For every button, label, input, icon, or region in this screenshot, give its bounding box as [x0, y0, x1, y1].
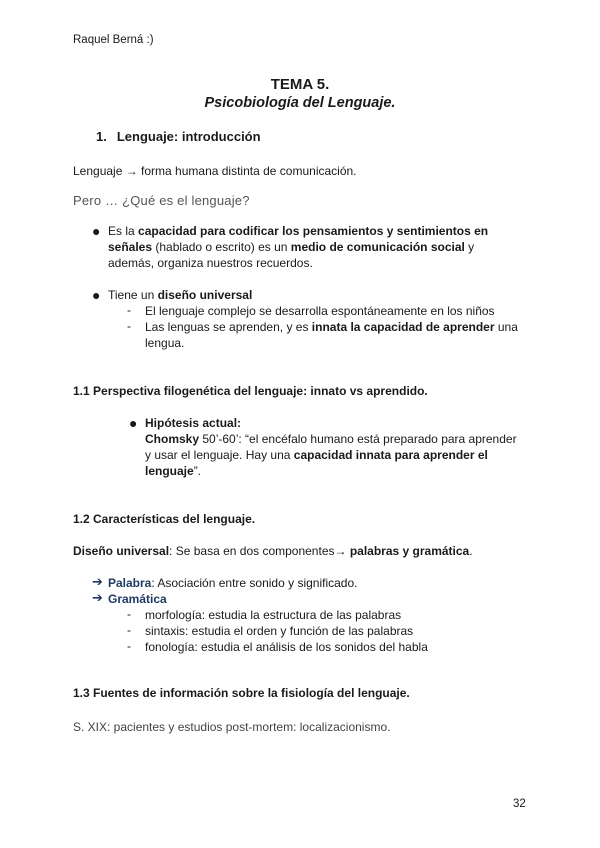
document-subtitle: Psicobiología del Lenguaje. [204, 95, 396, 111]
section-1-2-heading: 1.2 Características del lenguaje. [73, 512, 256, 526]
gramatica-item: fonología: estudia el análisis de los sonidos del habla [145, 640, 428, 654]
right-arrow-icon: ➔ [92, 590, 103, 605]
text: : Se basa en dos componentes→ [169, 544, 350, 558]
section-label: Lenguaje: introducción [116, 129, 261, 144]
author-header: Raquel Berná :) [73, 34, 154, 46]
bold-text: palabras y gramática [349, 544, 470, 558]
bullet-2 [108, 287, 252, 303]
section-number: 1. [96, 129, 107, 144]
dash-icon: - [127, 623, 131, 637]
gramatica-item: morfología: estudia la estructura de las palabras [145, 608, 402, 622]
bold-text: Diseño universal [73, 544, 170, 558]
text: . [469, 544, 473, 558]
bold-text: señales [108, 240, 153, 254]
question-line: Pero … ¿Qué es el lenguaje? [73, 193, 250, 208]
bold-text: diseño universal [157, 288, 253, 302]
intro-line: Lenguaje → forma humana distinta de comunicación. [73, 164, 357, 178]
text: 50’-60’: “el encéfalo humano está preparado para aprender [199, 432, 517, 446]
hypothesis-block [145, 415, 545, 479]
bullet-1 [108, 223, 548, 271]
text: además, organiza nuestros recuerdos. [108, 256, 313, 270]
text: : Asociación entre sonido y significado. [151, 576, 358, 590]
dash-icon: - [127, 639, 131, 653]
bullet-dot-icon: ● [92, 287, 101, 303]
bold-text: capacidad para codificar los pensamientos y sentimientos en [138, 224, 489, 238]
text: (hablado o escrito) es un [152, 240, 291, 254]
sxix-line: S. XIX: pacientes y estudios post-mortem: localizacionismo. [73, 720, 391, 734]
dash-icon: - [127, 303, 131, 317]
page-number: 32 [513, 798, 526, 810]
section-1-heading [96, 129, 261, 144]
text: y usar el lenguaje. Hay una [145, 448, 294, 462]
bold-text: Hipótesis actual: [145, 416, 242, 430]
sub-item [145, 319, 545, 351]
gramatica-item: sintaxis: estudia el orden y función de las palabras [145, 624, 414, 638]
section-1-3-heading: 1.3 Fuentes de información sobre la fisiología del lenguaje. [73, 686, 410, 700]
dash-icon: - [127, 319, 131, 333]
text: Las lenguas se aprenden, y es [145, 320, 312, 334]
bold-text: Chomsky [145, 432, 200, 446]
bullet-dot-icon: ● [129, 415, 138, 431]
right-arrow-icon: ➔ [92, 574, 103, 589]
bullet-dot-icon: ● [92, 223, 101, 239]
text: Tiene un [108, 288, 158, 302]
palabra-line [108, 575, 357, 591]
bold-text: medio de comunicación social [290, 240, 465, 254]
document-title: TEMA 5. [270, 76, 330, 93]
text: ”. [193, 464, 202, 478]
diseno-line [73, 543, 473, 559]
text: Es la [108, 224, 139, 238]
bold-text: capacidad innata para aprender el [293, 448, 488, 462]
bold-text: innata la capacidad de aprender [311, 320, 495, 334]
section-1-1-heading: 1.1 Perspectiva filogenética del lenguaje: innato vs aprendido. [73, 384, 428, 398]
dash-icon: - [127, 607, 131, 621]
gramatica-label: Gramática [108, 592, 167, 606]
palabra-label: Palabra [108, 576, 152, 590]
bold-text: lenguaje [145, 464, 194, 478]
text: y [464, 240, 475, 254]
text: lengua. [145, 336, 185, 350]
sub-item: El lenguaje complejo se desarrolla espontáneamente en los niños [145, 304, 495, 318]
text: una [494, 320, 518, 334]
